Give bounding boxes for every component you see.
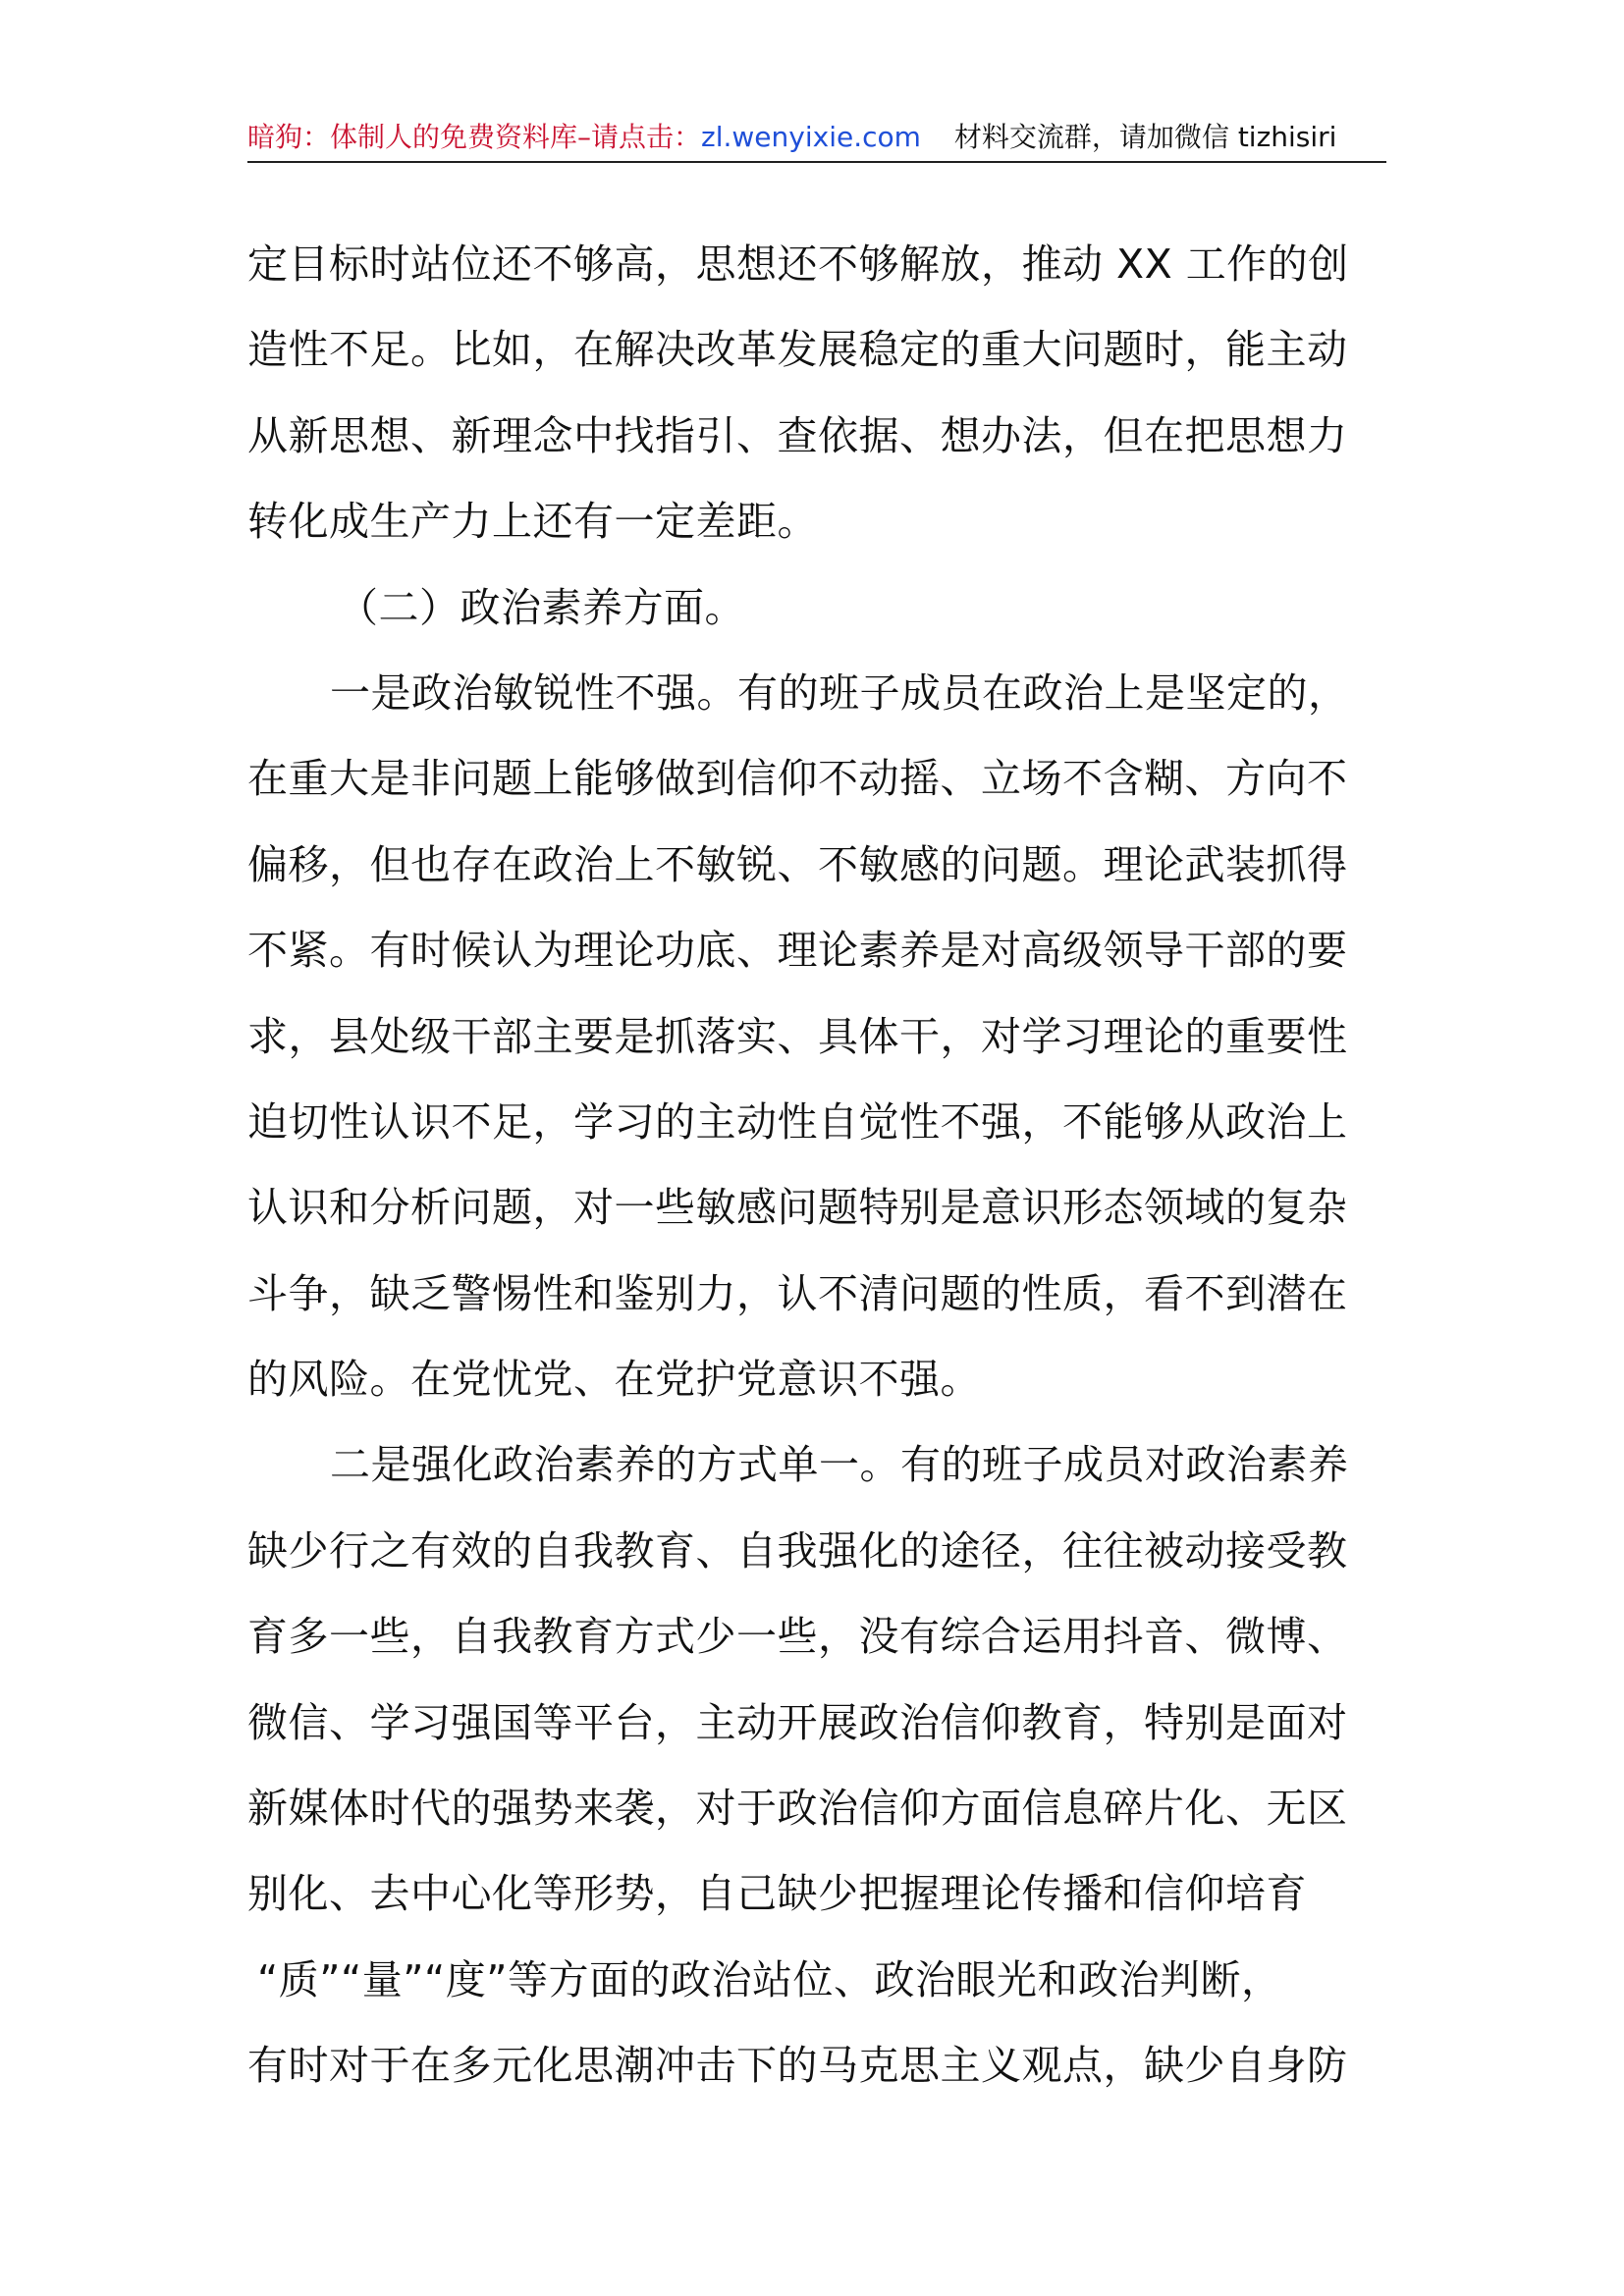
- paragraph-first-line: 一是政治敏锐性不强。有的班子成员在政治上是坚定的，: [330, 668, 1349, 717]
- body-line: 育多一些，自我教育方式少一些，没有综合运用抖音、微博、: [247, 1613, 1348, 1661]
- page-header: [247, 114, 1386, 163]
- body-line: 新媒体时代的强势来袭，对于政治信仰方面信息碎片化、无区: [247, 1785, 1348, 1833]
- header-prompt-text: –请点击：: [577, 121, 702, 153]
- body-line: 迫切性认识不足，学习的主动性自觉性不强，不能够从政治上: [247, 1097, 1348, 1146]
- body-line: 偏移，但也存在政治上不敏锐、不敏感的问题。理论武装抓得: [247, 840, 1348, 888]
- body-line: 斗争，缺乏警惕性和鉴别力，认不清问题的性质，看不到潜在: [247, 1269, 1348, 1317]
- body-line: 不紧。有时候认为理论功底、理论素养是对高级领导干部的要: [247, 927, 1348, 975]
- body-line: 的风险。在党忧党、在党护党意识不强。: [247, 1356, 981, 1404]
- body-line: “质”“量”“度”等方面的政治站位、政治眼光和政治判断，: [257, 1955, 1282, 2003]
- body-line: 缺少行之有效的自我教育、自我强化的途径，往往被动接受教: [247, 1526, 1348, 1575]
- body-line: 别化、去中心化等形势，自己缺少把握理论传播和信仰培育: [247, 1870, 1307, 1918]
- body-line: 在重大是非问题上能够做到信仰不动摇、立场不含糊、方向不: [247, 755, 1348, 803]
- body-line: 有时对于在多元化思潮冲击下的马克思主义观点，缺少自身防: [247, 2042, 1348, 2090]
- header-group-text: 材料交流群，请加微信 tizhisiri: [953, 121, 1337, 153]
- section-heading: （二）政治素养方面。: [338, 583, 745, 631]
- header-link[interactable]: zl.wenyixie.com: [701, 121, 921, 153]
- body-line: 定目标时站位还不够高，思想还不够解放，推动 XX 工作的创: [247, 240, 1349, 288]
- paragraph-first-line: 二是强化政治素养的方式单一。有的班子成员对政治素养: [330, 1441, 1349, 1489]
- header-brand-text: 暗狗：体制人的免费资料库: [247, 121, 578, 153]
- body-line: 微信、学习强国等平台，主动开展政治信仰教育，特别是面对: [247, 1698, 1348, 1746]
- body-line: 转化成生产力上还有一定差距。: [247, 498, 818, 546]
- document-body: [247, 222, 1386, 2109]
- body-line: 从新思想、新理念中找指引、查依据、想办法，但在把思想力: [247, 411, 1348, 459]
- body-line: 造性不足。比如，在解决改革发展稳定的重大问题时，能主动: [247, 326, 1348, 374]
- body-line: 认识和分析问题，对一些敏感问题特别是意识形态领域的复杂: [247, 1184, 1348, 1232]
- body-line: 求，县处级干部主要是抓落实、具体干，对学习理论的重要性: [247, 1012, 1348, 1060]
